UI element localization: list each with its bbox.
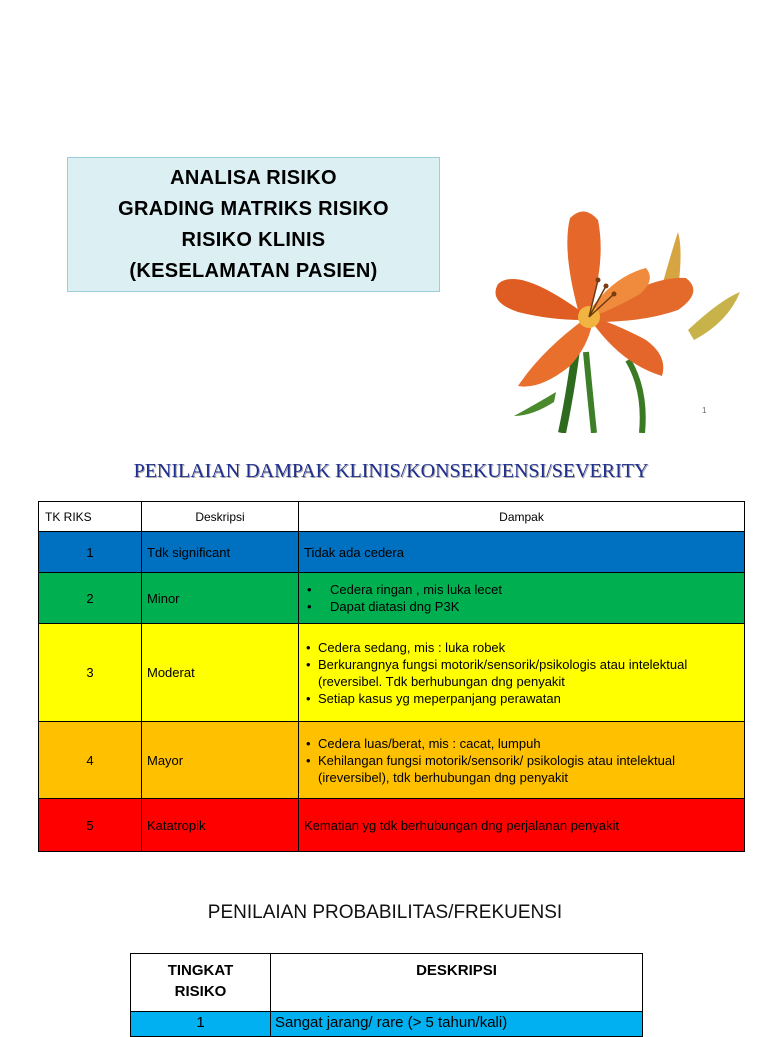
table-row: [39, 624, 745, 722]
table-row: [39, 722, 745, 799]
title-line-1: ANALISA RISIKO: [170, 166, 337, 189]
level-cell: 3: [39, 624, 142, 722]
header-tingkat-risiko-label: TINGKAT RISIKO: [167, 962, 234, 1000]
header-dampak: Dampak: [299, 502, 745, 532]
desc-cell: Moderat: [142, 624, 299, 722]
impact-item: • Cedera luas/berat, mis : cacat, lumpuh: [304, 735, 739, 752]
level-cell: 5: [39, 799, 142, 852]
severity-table: [38, 501, 745, 852]
impact-item: • Cedera sedang, mis : luka robek: [304, 639, 739, 656]
probability-header-row: [131, 954, 643, 1012]
level-cell: 2: [39, 573, 142, 624]
impact-cell: [299, 722, 745, 799]
level-cell: 4: [39, 722, 142, 799]
desc-cell: Tdk significant: [142, 532, 299, 573]
impact-cell: [299, 573, 745, 624]
header-deskripsi: DESKRIPSI: [271, 954, 643, 1012]
impact-item: • Dapat diatasi dng P3K: [304, 598, 739, 615]
impact-item: • Kehilangan fungsi motorik/sensorik/ psikologis atau intelektual (ireversibel), tdk berhubungan dng penyakit: [304, 752, 739, 786]
header-tingkat-risiko: [131, 954, 271, 1012]
header-tk-riks: TK RIKS: [39, 502, 142, 532]
title-line-4: (KESELAMATAN PASIEN): [129, 259, 378, 282]
table-row: [39, 573, 745, 624]
probability-table: [130, 953, 643, 1037]
table-row: [39, 799, 745, 852]
desc-cell: Minor: [142, 573, 299, 624]
title-line-2: GRADING MATRIKS RISIKO: [118, 197, 389, 220]
impact-item: • Setiap kasus yg meperpanjang perawatan: [304, 690, 739, 707]
header-deskripsi: Deskripsi: [142, 502, 299, 532]
table-row: [39, 532, 745, 573]
table-row: [131, 1012, 643, 1037]
impact-cell: Tidak ada cedera: [299, 532, 745, 573]
title-line-3: RISIKO KLINIS: [181, 228, 326, 251]
impact-item: • Berkurangnya fungsi motorik/sensorik/psikologis atau intelektual (reversibel. Tdk berhubungan dng penyakit: [304, 656, 739, 690]
severity-header-row: [39, 502, 745, 532]
desc-cell: Katatropik: [142, 799, 299, 852]
title-box: [67, 157, 440, 292]
severity-heading: PENILAIAN DAMPAK KLINIS/KONSEKUENSI/SEVERITY: [133, 460, 649, 482]
probability-heading: PENILAIAN PROBABILITAS/FREKUENSI: [207, 902, 563, 923]
level-cell: 1: [39, 532, 142, 573]
desc-cell: Sangat jarang/ rare (> 5 tahun/kali): [271, 1012, 643, 1037]
orange-lily-image: [458, 180, 768, 433]
impact-item: • Cedera ringan , mis luka lecet: [304, 581, 739, 598]
impact-cell: [299, 624, 745, 722]
page-number: 1: [702, 406, 707, 415]
desc-cell: Mayor: [142, 722, 299, 799]
level-cell: 1: [131, 1012, 271, 1037]
impact-cell: Kematian yg tdk berhubungan dng perjalanan penyakit: [299, 799, 745, 852]
